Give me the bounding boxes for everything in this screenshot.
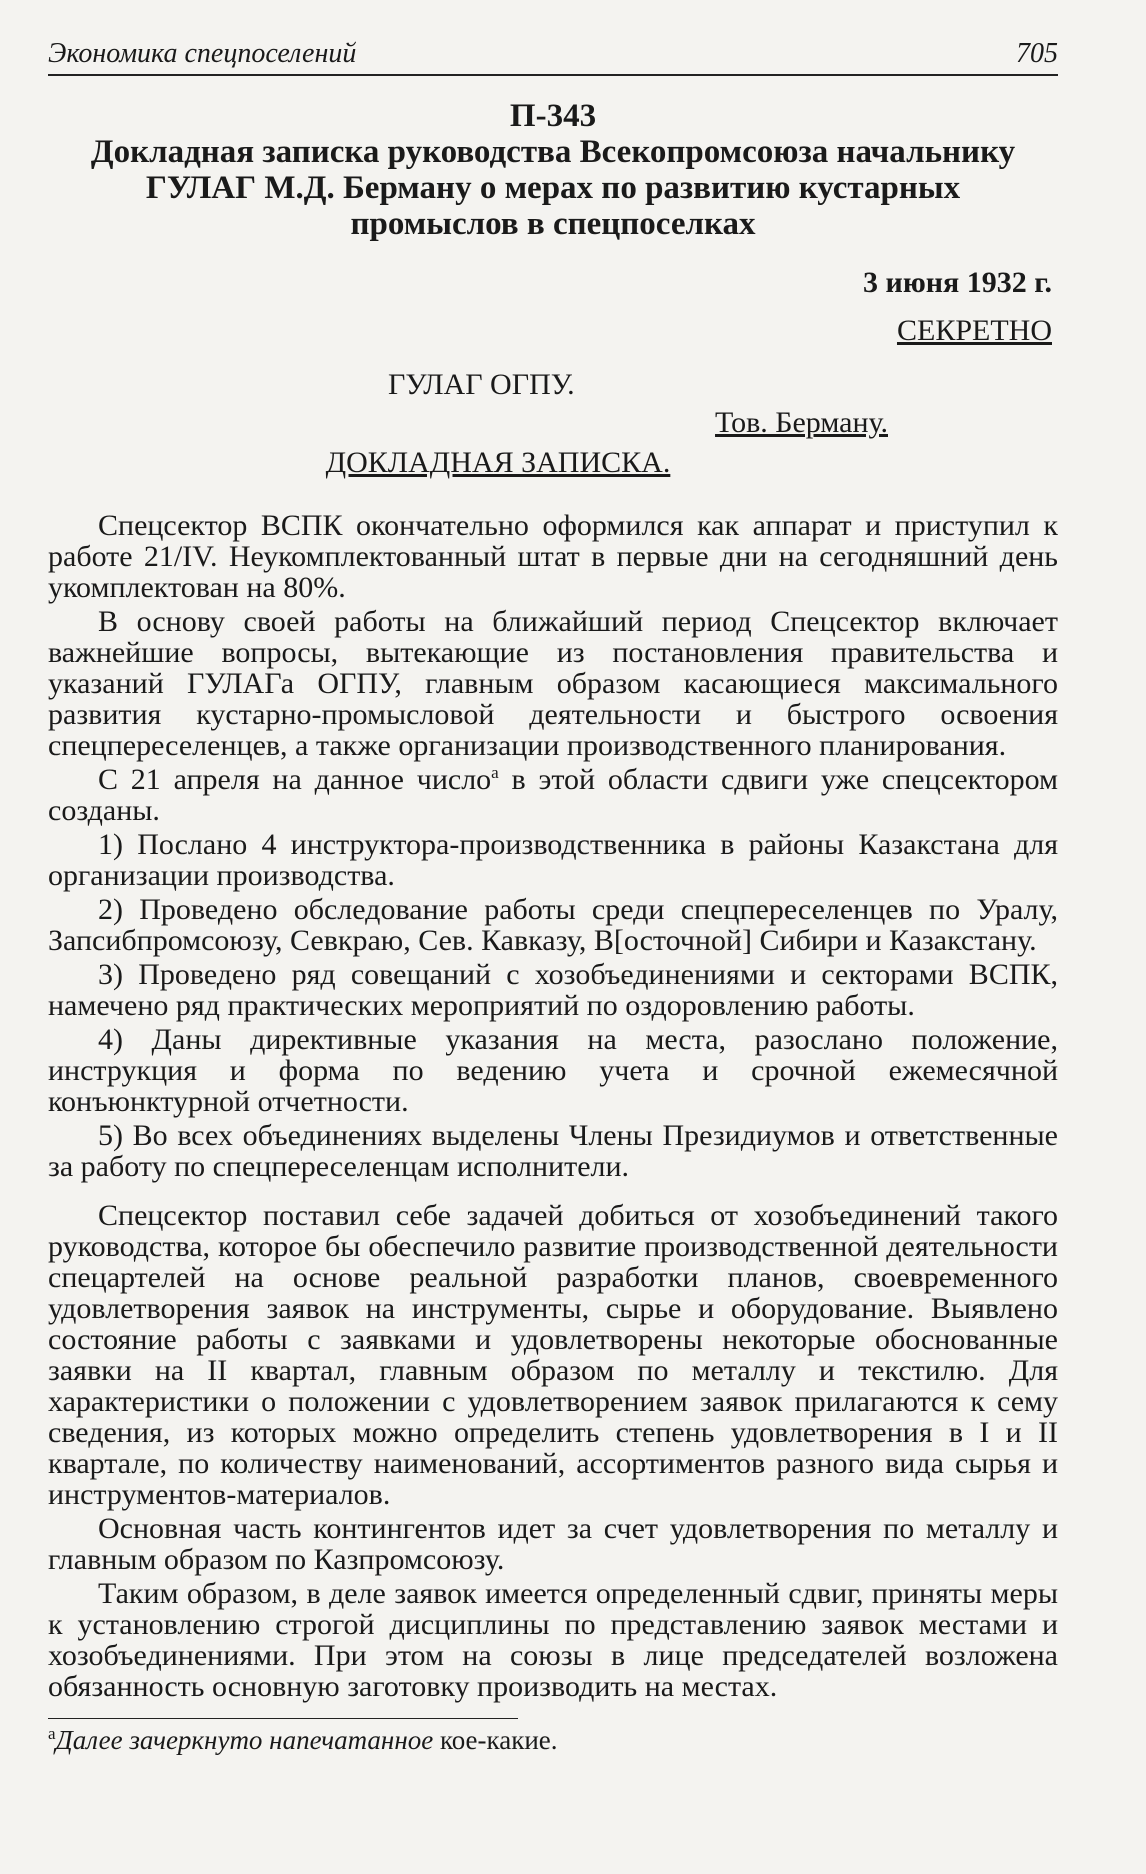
paragraph: Основная часть контингентов идет за счет удовлетворения по металлу и главным образом по Казпромсоюзу. [48, 1512, 1058, 1576]
footnote-divider [48, 1718, 518, 1719]
document-title: Докладная записка руководства Всекопромсоюза начальнику ГУЛАГ М.Д. Берману о мерах по развитию кустарных промыслов в спецпоселках [90, 134, 1016, 242]
footnote [48, 1725, 1058, 1756]
list-item: 1) Послано 4 инструктора-производственника в районы Казакстана для организации производства. [48, 828, 1058, 892]
document-type-heading [48, 446, 948, 480]
document-type-text: ДОКЛАДНАЯ ЗАПИСКА. [325, 446, 671, 479]
paragraph-text: в этой области сдвиги уже спецсектором созданы. [48, 763, 1058, 827]
footnote-mark: а [48, 1724, 56, 1743]
addressee: ГУЛАГ ОГПУ. [388, 368, 575, 401]
document-body [48, 510, 1058, 1702]
running-head [48, 38, 1058, 76]
document-page [48, 38, 1058, 1756]
paragraph: Таким образом, в деле заявок имеется определенный сдвиг, приняты меры к установлению строгой дисциплины по представлению заявок местами и хозобъединениями. При этом на союзы в лице председателей возложена обязанность основную заготовку производить на местах. [48, 1577, 1058, 1703]
recipient [48, 406, 888, 440]
paragraph: В основу своей работы на ближайший период Спецсектор включает важнейшие вопросы, вытекающие из постановления правительства и указаний ГУЛАГа ОГПУ, главным образом касающиеся максимального развития кустарно-промысловой деятельности и быстрого освоения спецпереселенцев, а также организации производственного планирования. [48, 605, 1058, 762]
recipient-text: Тов. Берману. [715, 406, 888, 439]
footnote-italic-text: Далее зачеркнуто напечатанное [55, 1725, 434, 1755]
classification-stamp [48, 314, 1052, 348]
paragraph: Спецсектор поставил себе задачей добиться от хозобъединений такого руководства, которое бы обеспечило развитие производственной деятельности спецартелей на основе реальной разработки планов, своевременного удовлетворения заявок на инструменты, сырье и оборудование. Выявлено состояние работы с заявками и удовлетворены некоторые обоснованные заявки на II квартал, главным образом по металлу и текстилю. Для характеристики о положении с удовлетворением заявок прилагаются к сему сведения, из которых можно определить степень удовлетворения в I и II квартале, по количеству наименований, ассортиментов разного вида сырья и инструментов-материалов. [48, 1199, 1058, 1511]
footnote-text: кое-какие. [433, 1725, 558, 1755]
paragraph-text: С 21 апреля на данное число [98, 763, 492, 796]
classification-text: СЕКРЕТНО [896, 314, 1052, 347]
section-title: Экономика спецпоселений [48, 38, 357, 69]
page-number: 705 [1016, 38, 1058, 69]
paragraph-with-footnote [48, 764, 1058, 826]
list-item: 4) Даны директивные указания на места, разослано положение, инструкция и форма по ведению учета и срочной ежемесячной конъюнктурной отчетности. [48, 1023, 1058, 1118]
list-item: 3) Проведено ряд совещаний с хозобъединениями и секторами ВСПК, намечено ряд практических мероприятий по оздоровлению работы. [48, 958, 1058, 1022]
document-number: П-343 [509, 98, 597, 134]
list-item: 5) Во всех объединениях выделены Члены Президиумов и ответственные за работу по спецпереселенцам исполнители. [48, 1119, 1058, 1183]
list-item: 2) Проведено обследование работы среди спецпереселенцев по Уралу, Запсибпромсоюзу, Севкраю, Сев. Кавказу, В[осточной] Сибири и Казакстану. [48, 893, 1058, 957]
footnote-reference: а [491, 763, 499, 782]
document-date: 3 июня 1932 г. [863, 266, 1052, 299]
paragraph: Спецсектор ВСПК окончательно оформился как аппарат и приступил к работе 21/IV. Неукомплектованный штат в первые дни на сегодняшний день укомплектован на 80%. [48, 509, 1058, 604]
